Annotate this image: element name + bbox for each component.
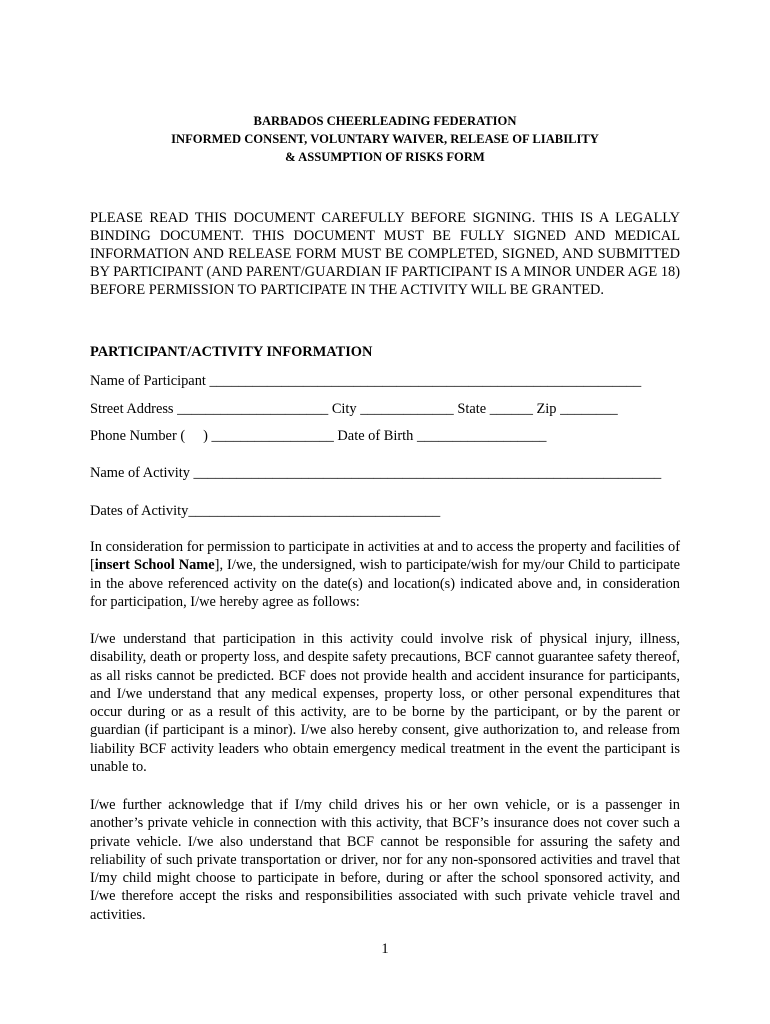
consent-text-before: In consideration for permission to participate in activities at and to access the property and facilities of [ — [90, 539, 680, 574]
school-name-placeholder: insert School Name — [94, 557, 215, 574]
page-number: 1 — [381, 941, 389, 957]
section-heading: PARTICIPANT/ACTIVITY INFORMATION — [90, 344, 373, 360]
document-title — [0, 112, 770, 166]
address-fields-line[interactable]: Street Address _____________________ City _____________ State ______ Zip ________ — [90, 401, 618, 417]
name-of-participant-field[interactable]: Name of Participant ____________________________________________________________ — [90, 373, 642, 389]
title-line-form-name: INFORMED CONSENT, VOLUNTARY WAIVER, RELEASE OF LIABILITY — [171, 132, 599, 146]
consent-paragraph — [90, 538, 680, 611]
vehicle-paragraph: I/we further acknowledge that if I/my child drives his or her own vehicle, or is a passenger in another’s private vehicle in connection with this activity, that BCF’s insurance does not cover such a private vehicle. I/we also understand that BCF cannot be responsible for assuring the safety and reliability of such private transportation or driver, nor for any non-sponsored activities and travel that I/my child might choose to participate in before, during or after the school sponsored activity, and I/we therefore accept the risks and responsibilities associated with such private vehicle travel and activities. — [90, 797, 680, 923]
name-of-activity-field[interactable]: Name of Activity _________________________________________________________________ — [90, 465, 662, 481]
title-line-form-subtitle: & ASSUMPTION OF RISKS FORM — [285, 150, 485, 164]
consent-text-after: ], I/we, the undersigned, wish to participate/wish for my/our Child to participate in the above referenced activity on the date(s) and location(s) indicated above and, in consideration for participation, I/we hereby agree as follows: — [90, 557, 680, 610]
dates-of-activity-field[interactable]: Dates of Activity___________________________________ — [90, 503, 441, 519]
legal-warning: PLEASE READ THIS DOCUMENT CAREFULLY BEFORE SIGNING. THIS IS A LEGALLY BINDING DOCUMENT. THIS DOCUMENT MUST BE FULLY SIGNED AND MEDICAL INFORMATION AND RELEASE FORM MUST BE COMPLETED, SIGNED, AND SUBMITTED BY PARTICIPANT (AND PARENT/GUARDIAN IF PARTICIPANT IS A MINOR UNDER AGE 18) BEFORE PERMISSION TO PARTICIPATE IN THE ACTIVITY WILL BE GRANTED. — [90, 210, 680, 298]
phone-dob-fields-line[interactable]: Phone Number ( ) _________________ Date of Birth __________________ — [90, 428, 547, 444]
risk-paragraph: I/we understand that participation in this activity could involve risk of physical injury, illness, disability, death or property loss, and despite safety precautions, BCF cannot guarantee safety thereof, as all risks cannot be predicted. BCF does not provide health and accident insurance for participants, and I/we understand that any medical expenses, property loss, or other personal expenditures that occur during or as a result of this activity, are to be borne by the participant, or by the parent or guardian (if participant is a minor). I/we also hereby consent, give authorization to, and release from liability BCF activity leaders who obtain emergency medical treatment in the event the participant is unable to. — [90, 631, 680, 776]
title-line-organization: BARBADOS CHEERLEADING FEDERATION — [253, 114, 517, 128]
